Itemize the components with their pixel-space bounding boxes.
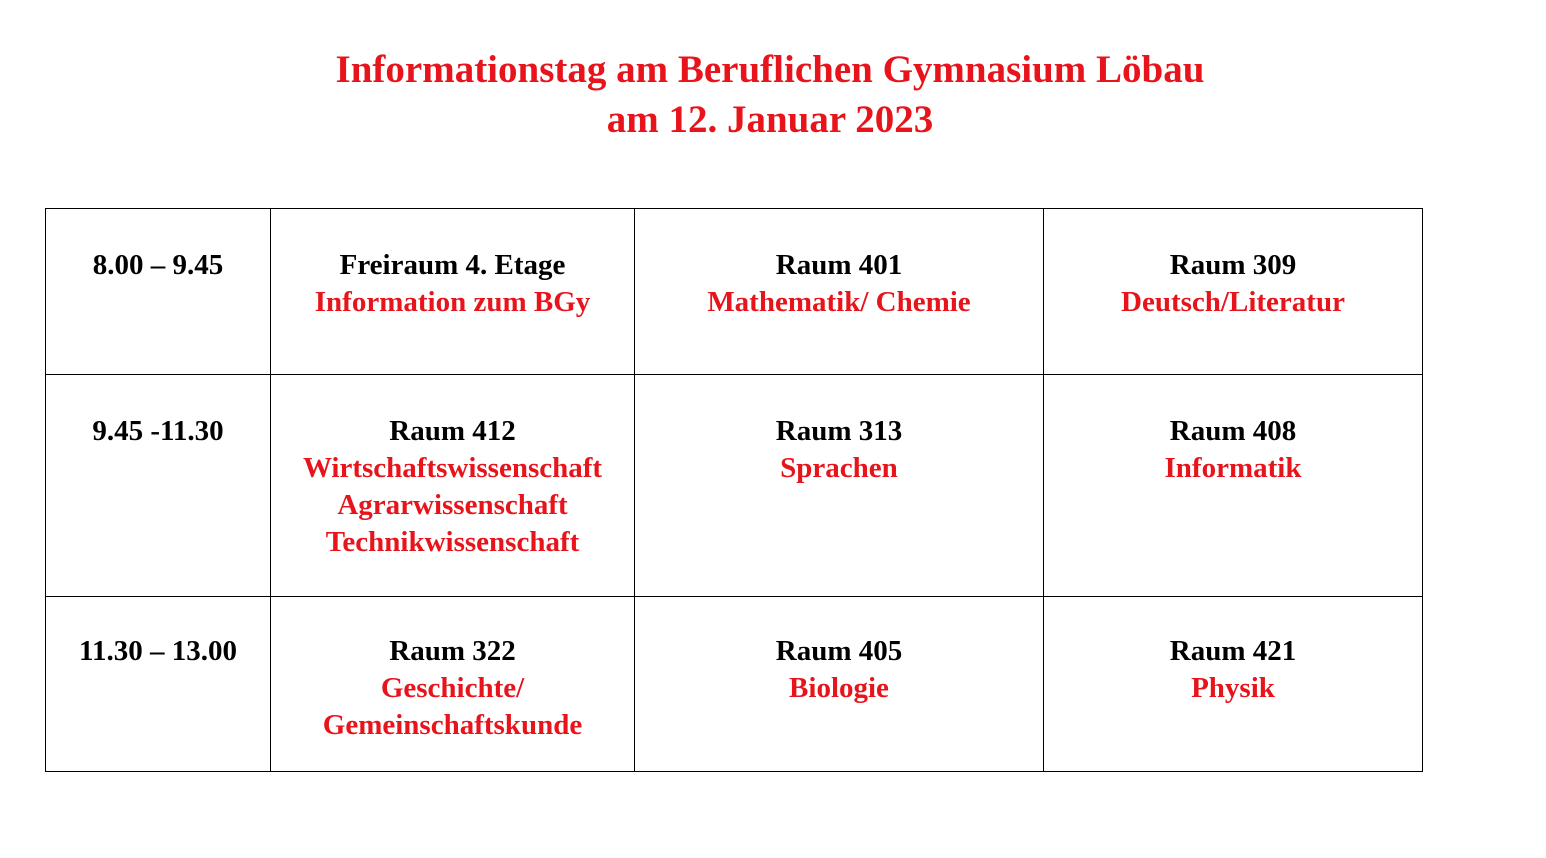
room-name: Raum 405	[775, 635, 903, 667]
time-slot: 8.00 – 9.45	[92, 249, 224, 281]
time-slot: 11.30 – 13.00	[79, 635, 237, 667]
table-row	[46, 209, 1423, 375]
page-title-line2: am 12. Januar 2023	[606, 98, 934, 141]
room-cell	[271, 375, 635, 597]
room-cell	[271, 209, 635, 375]
table-row	[46, 375, 1423, 597]
subject-label: Biologie	[789, 672, 889, 704]
room-name: Freiraum 4. Etage	[339, 249, 566, 281]
subject-label: Agrarwissenschaft	[337, 489, 568, 521]
room-cell	[1044, 375, 1423, 597]
subject-label: Informatik	[1164, 452, 1302, 484]
subject-label: Gemeinschaftskunde	[322, 709, 583, 741]
subject-label: Sprachen	[780, 452, 898, 484]
page-title-line1: Informationstag am Beruflichen Gymnasium Löbau	[335, 48, 1205, 91]
room-name: Raum 421	[1169, 635, 1297, 667]
time-slot: 9.45 -11.30	[92, 415, 224, 447]
subject-label: Deutsch/Literatur	[1121, 286, 1345, 318]
room-name: Raum 401	[775, 249, 903, 281]
time-cell	[46, 209, 271, 375]
room-name: Raum 309	[1169, 249, 1297, 281]
room-cell	[1044, 209, 1423, 375]
room-cell	[635, 597, 1044, 772]
subject-label: Geschichte/	[380, 672, 525, 704]
room-name: Raum 313	[775, 415, 903, 447]
time-cell	[46, 597, 271, 772]
subject-label: Physik	[1191, 672, 1275, 704]
room-cell	[1044, 597, 1423, 772]
room-name: Raum 322	[389, 635, 516, 667]
schedule-table	[45, 208, 1423, 772]
room-name: Raum 408	[1169, 415, 1297, 447]
room-cell	[635, 209, 1044, 375]
subject-label: Information zum BGy	[314, 286, 591, 318]
room-cell	[271, 597, 635, 772]
time-cell	[46, 375, 271, 597]
room-cell	[635, 375, 1044, 597]
subject-label: Technikwissenschaft	[325, 526, 580, 558]
subject-label: Mathematik/ Chemie	[707, 286, 971, 318]
subject-label: Wirtschaftswissenschaft	[302, 452, 603, 484]
room-name: Raum 412	[389, 415, 516, 447]
table-row	[46, 597, 1423, 772]
